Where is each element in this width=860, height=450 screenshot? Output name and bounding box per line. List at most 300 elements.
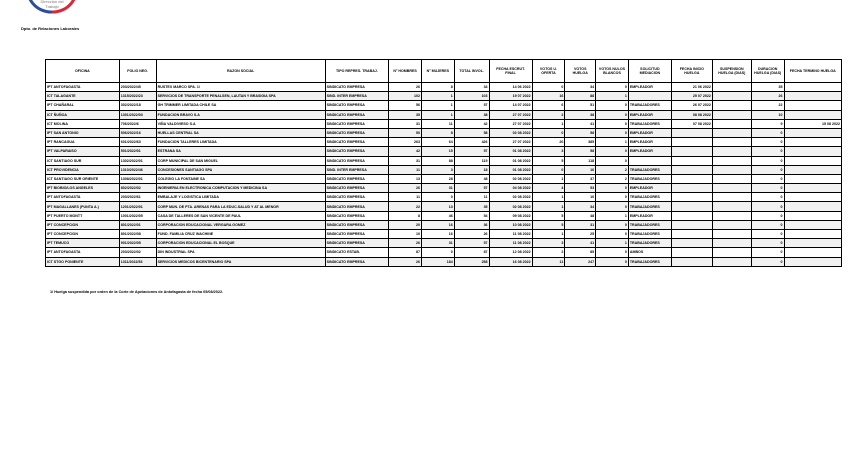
table-cell: 0 — [596, 184, 629, 193]
table-cell: 11 — [389, 193, 422, 202]
table-cell: 0 — [751, 138, 784, 147]
table-cell: 8 — [421, 83, 454, 92]
table-cell: 802/2022/02 — [119, 184, 156, 193]
table-cell: CONCESIONES SANTIAGO SPA — [156, 165, 325, 174]
table-cell: 1 — [421, 101, 454, 110]
table-cell — [712, 138, 751, 147]
table-cell — [784, 83, 841, 92]
table-cell: 02 08 2022 — [489, 128, 532, 137]
table-cell: 31 — [421, 184, 454, 193]
table-cell: 119 — [454, 156, 489, 165]
table-cell — [712, 174, 751, 183]
table-cell: 10 08 2022 — [489, 220, 532, 229]
table-cell: 0 — [596, 156, 629, 165]
table-cell: 0 — [751, 174, 784, 183]
table-cell: 26 — [389, 239, 422, 248]
table-cell: 0 — [596, 202, 629, 211]
table-cell — [784, 147, 841, 156]
table-row — [46, 230, 842, 239]
table-cell: 42 — [454, 119, 489, 128]
table-cell: 27 07 2022 — [489, 110, 532, 119]
table-cell: 54 — [454, 211, 489, 220]
table-cell: 16 — [421, 230, 454, 239]
table-cell: 11 — [454, 193, 489, 202]
table-cell: CASA DE TALLERES DE SAN VICENTE DE PAUL — [156, 211, 325, 220]
table-cell: SINDICATO EMPRESA — [325, 138, 389, 147]
table-cell: 0 — [751, 128, 784, 137]
table-cell: TRABAJADORES — [628, 202, 671, 211]
table-cell — [712, 202, 751, 211]
table-cell: 1311/2022/53 — [119, 257, 156, 266]
table-cell: IPT TEMUCO — [46, 239, 120, 248]
table-cell: EMPLEADOR — [628, 138, 671, 147]
table-cell: 14 06 2022 — [489, 83, 532, 92]
table-cell: 26 — [389, 83, 422, 92]
table-cell: 0 — [421, 248, 454, 257]
table-cell: SINDICATO EMPRESA — [325, 110, 389, 119]
table-cell: 26 — [751, 92, 784, 101]
table-cell: 11 — [421, 119, 454, 128]
table-cell: ICT PROVIDENCIA — [46, 165, 120, 174]
table-cell: 5 — [532, 211, 565, 220]
table-cell: 09 08 2022 — [489, 211, 532, 220]
table-row — [46, 110, 842, 119]
table-cell: SINDICATO EMPRESA — [325, 128, 389, 137]
table-cell: SINDICATO EMPRESA — [325, 193, 389, 202]
table-cell: 57 — [454, 101, 489, 110]
table-cell — [784, 92, 841, 101]
table-cell — [712, 230, 751, 239]
table-cell: 01 08 2022 — [489, 156, 532, 165]
table-cell: SINDICATO EMPRESA — [325, 174, 389, 183]
table-cell: 2 — [596, 174, 629, 183]
table-cell — [712, 257, 751, 266]
strikes-table — [45, 59, 842, 267]
table-cell: 42 — [389, 147, 422, 156]
table-cell: SERVICIOS DE TRANSPORTE PENALSEN, LAUTAN Y BRASIGIA SPA — [156, 92, 325, 101]
column-header: OFICINA — [46, 60, 120, 83]
table-cell — [712, 110, 751, 119]
table-cell: TRABAJADORES — [628, 119, 671, 128]
table-cell: IPT ANTOFAGASTA — [46, 248, 120, 257]
table-cell: ICT TALAGANTE — [46, 92, 120, 101]
table-cell: 0 — [596, 220, 629, 229]
table-cell: 35 — [454, 202, 489, 211]
footnote: 1/ Huelga suspendida por orden de la Corte de Apelaciones de Antofagasta de fecha 05/08/2022. — [50, 290, 224, 294]
table-cell: 426 — [454, 138, 489, 147]
table-cell: 10 — [389, 230, 422, 239]
table-cell: 88 — [565, 92, 596, 101]
table-cell: 15 08 2022 — [784, 119, 841, 128]
table-cell: EMPLEADOR — [628, 147, 671, 156]
table-cell — [712, 119, 751, 128]
table-cell: 0 — [751, 211, 784, 220]
table-cell: 0 — [751, 230, 784, 239]
table-cell: 1301/2022/03 — [119, 110, 156, 119]
table-cell: 0 — [751, 184, 784, 193]
table-cell: 0 — [532, 165, 565, 174]
table-cell — [784, 165, 841, 174]
table-row — [46, 147, 842, 156]
table-cell: 34 — [454, 83, 489, 92]
table-cell: 3 — [421, 165, 454, 174]
table-cell: 0 — [596, 230, 629, 239]
table-cell: 28 — [421, 174, 454, 183]
table-cell: 1302/2022/01 — [119, 156, 156, 165]
table-cell: ICT MOLINA — [46, 119, 120, 128]
table-cell: SINDICATO EMPRESA — [325, 101, 389, 110]
table-cell — [671, 239, 712, 248]
table-cell: 8 — [389, 211, 422, 220]
table-row — [46, 211, 842, 220]
table-cell: 11 08 2022 — [489, 230, 532, 239]
table-cell: TRABAJADORES — [628, 193, 671, 202]
table-cell: IPT ANTOFAGASTA — [46, 193, 120, 202]
table-cell: 34 — [565, 202, 596, 211]
table-cell — [671, 202, 712, 211]
table-cell: SINDICATO EMPRESA — [325, 119, 389, 128]
table-cell — [712, 92, 751, 101]
table-cell: 11 — [389, 165, 422, 174]
table-cell: 0 — [751, 257, 784, 266]
table-cell: 5 — [532, 220, 565, 229]
table-cell: SIND. INTER EMPRESA — [325, 165, 389, 174]
column-header: FOLIO NEG. — [119, 60, 156, 83]
column-header: FECHA INICIO HUELGA — [671, 60, 712, 83]
table-cell: SINDICATO EMPRESA — [325, 230, 389, 239]
column-header: TIPO REPRES. TRABAJ. — [325, 60, 389, 83]
table-cell: IPT MAGALLANES (PUNTA A.) — [46, 202, 120, 211]
table-cell: 3 — [532, 239, 565, 248]
table-cell: 56 — [389, 101, 422, 110]
table-cell: 57 — [454, 239, 489, 248]
table-cell: RUSTEX MARCO SPA. 1/ — [156, 83, 325, 92]
table-cell: 31 — [389, 119, 422, 128]
table-cell: 20 — [389, 220, 422, 229]
table-cell: 901/2022/05 — [119, 239, 156, 248]
table-cell: 26 — [389, 257, 422, 266]
table-cell: 34 — [565, 83, 596, 92]
table-cell: 26 07 2022 — [671, 101, 712, 110]
column-header: TOTAL INVOL. — [454, 60, 489, 83]
table-cell: 0 — [751, 156, 784, 165]
table-cell: 103 — [454, 92, 489, 101]
table-cell: 0 — [751, 165, 784, 174]
table-cell: SINDICATO EMPRESA — [325, 184, 389, 193]
table-cell: EMBALAJE Y LOGISTICA LIMITADA — [156, 193, 325, 202]
table-cell: CORPORACION EDUCACIONAL EL BOSQUE — [156, 239, 325, 248]
table-cell — [671, 248, 712, 257]
table-cell: 58 — [565, 147, 596, 156]
table-cell — [712, 128, 751, 137]
column-header: SUSPENSION HUELGA (DIAS) — [712, 60, 751, 83]
column-header: FECHA ESCRUT. FINAL — [489, 60, 532, 83]
table-cell: 87 — [389, 248, 422, 257]
table-cell — [712, 147, 751, 156]
table-cell: INGENIERIA EN ELECTRONICA COMPUTACION Y MEDICINA SA — [156, 184, 325, 193]
table-cell: IPT RANCAGUA — [46, 138, 120, 147]
table-cell: 58 — [454, 128, 489, 137]
table-cell: 26 — [454, 230, 489, 239]
table-cell: 50 — [389, 128, 422, 137]
table-cell: 27 07 2022 — [489, 119, 532, 128]
table-cell — [784, 239, 841, 248]
table-cell — [712, 184, 751, 193]
table-cell: 1308/2022/01 — [119, 174, 156, 183]
table-cell — [712, 248, 751, 257]
table-cell: 5 — [532, 156, 565, 165]
table-cell: 21 06 2022 — [671, 83, 712, 92]
table-cell — [671, 128, 712, 137]
table-cell: 0 — [751, 248, 784, 257]
logo-text-line-2: Trabajo — [45, 4, 59, 9]
column-header: VOTOS HUELGA — [565, 60, 596, 83]
table-cell — [784, 101, 841, 110]
table-row — [46, 156, 842, 165]
table-cell: 35 — [389, 110, 422, 119]
table-cell: 302/2022/18 — [119, 101, 156, 110]
table-cell: 36 — [454, 220, 489, 229]
department-label: Dpto. de Relaciones Laborales — [21, 26, 80, 31]
table-cell: 38 — [454, 110, 489, 119]
table-cell — [628, 156, 671, 165]
table-cell: 16 08 2022 — [489, 257, 532, 266]
table-cell: 203/2022/45 — [119, 83, 156, 92]
table-cell: 31 — [389, 156, 422, 165]
table-cell: FUNDACION TALLERES LIMITADA — [156, 138, 325, 147]
table-cell: 203/2022/02 — [119, 248, 156, 257]
table-cell: 12 08 2022 — [489, 248, 532, 257]
table-cell: 15 — [421, 147, 454, 156]
table-cell: 22 — [389, 202, 422, 211]
table-cell: 0 — [596, 193, 629, 202]
table-cell: 501/2022/01 — [119, 147, 156, 156]
table-cell: CORPORACION EDUCACIONAL VERGARA GOMEZ — [156, 220, 325, 229]
table-cell: ICT SANTIAGO SUR — [46, 156, 120, 165]
table-row — [46, 202, 842, 211]
table-cell: 16 — [421, 220, 454, 229]
table-cell: SINDICATO EMPRESA — [325, 147, 389, 156]
logo-text-line-1: Dirección del — [40, 0, 64, 4]
table-row — [46, 165, 842, 174]
table-cell: 263 — [389, 138, 422, 147]
table-cell: 08 08 2022 — [671, 110, 712, 119]
table-cell: 38 — [565, 110, 596, 119]
table-cell — [671, 220, 712, 229]
table-cell — [712, 83, 751, 92]
table-cell — [784, 138, 841, 147]
table-cell: SINDICATO EMPRESA — [325, 211, 389, 220]
table-row — [46, 257, 842, 266]
table-cell: 41 — [565, 239, 596, 248]
table-cell: 1 — [532, 193, 565, 202]
column-header: N° HOMBRES — [389, 60, 422, 83]
table-cell — [712, 239, 751, 248]
table-row — [46, 184, 842, 193]
table-cell: SERVICIOS MEDICOS BICENTENARIO SPA — [156, 257, 325, 266]
table-cell: 02 08 2022 — [489, 174, 532, 183]
table-header-row — [46, 60, 842, 83]
table-cell: 1 — [532, 174, 565, 183]
table-cell: 01 08 2022 — [489, 147, 532, 156]
table-cell: SIND. INTER EMPRESA — [325, 92, 389, 101]
table-cell — [784, 184, 841, 193]
table-cell: 0 — [596, 257, 629, 266]
table-cell: VIÑA VALDIVIESO S.A — [156, 119, 325, 128]
table-cell: 8 — [421, 128, 454, 137]
table-cell: 385 — [565, 138, 596, 147]
column-header: N° MUJERES — [421, 60, 454, 83]
table-cell: 0 — [596, 110, 629, 119]
table-cell — [712, 220, 751, 229]
table-cell — [671, 184, 712, 193]
table-cell: 2 — [532, 248, 565, 257]
table-cell: CORP MUN. DE PTA. ARENAS PARA LA EDUC.SALUD Y AT AL MENOR — [156, 202, 325, 211]
table-cell: IPT VALPARAISO — [46, 147, 120, 156]
table-cell: 48 — [454, 174, 489, 183]
table-cell: 184 — [421, 257, 454, 266]
table-cell — [784, 202, 841, 211]
table-cell: IPT SAN ANTONIO — [46, 128, 120, 137]
table-cell — [784, 230, 841, 239]
table-row — [46, 220, 842, 229]
table-cell: SINDICATO EMPRESA — [325, 202, 389, 211]
table-cell: TRABAJADORES — [628, 230, 671, 239]
table-row — [46, 248, 842, 257]
table-cell: 04 08 2022 — [489, 184, 532, 193]
table-cell: 48 — [565, 211, 596, 220]
table-cell: 0 — [596, 147, 629, 156]
table-cell: 1 — [532, 119, 565, 128]
table-cell: 10 — [751, 110, 784, 119]
table-cell: 0 — [751, 239, 784, 248]
table-cell: 506/2022/16 — [119, 128, 156, 137]
table-cell: 10 — [565, 193, 596, 202]
table-cell: IPT CONCEPCION — [46, 220, 120, 229]
table-cell: TRABAJADORES — [628, 101, 671, 110]
table-cell: 4 — [532, 184, 565, 193]
table-cell: 22 — [751, 101, 784, 110]
table-cell: COLEGIO LA FONTAINE SA — [156, 174, 325, 183]
table-cell: SINDICATO EMPRESA — [325, 220, 389, 229]
table-cell: 37 — [565, 174, 596, 183]
column-header: VOTOS NULOS BLANCOS — [596, 60, 629, 83]
table-cell: 2 — [532, 110, 565, 119]
table-cell: 16 — [532, 92, 565, 101]
table-cell — [671, 211, 712, 220]
table-cell: 0 — [532, 128, 565, 137]
table-row — [46, 101, 842, 110]
column-header: RAZON SOCIAL — [156, 60, 325, 83]
table-cell: 01 08 2022 — [489, 165, 532, 174]
table-cell: 1 — [421, 92, 454, 101]
table-cell — [712, 165, 751, 174]
table-cell — [671, 156, 712, 165]
table-row — [46, 138, 842, 147]
table-cell — [671, 138, 712, 147]
table-cell: 88 — [421, 156, 454, 165]
table-cell: 1201/2022/01 — [119, 202, 156, 211]
table-cell: TRABAJADORES — [628, 220, 671, 229]
table-cell: 6 — [532, 101, 565, 110]
table-cell: EMPLEADOR — [628, 128, 671, 137]
table-cell: 57 — [454, 184, 489, 193]
table-cell — [712, 101, 751, 110]
table-cell: 801/2022/01 — [119, 220, 156, 229]
table-cell — [712, 193, 751, 202]
table-row — [46, 119, 842, 128]
table-cell: 3 — [532, 147, 565, 156]
table-cell: 11 — [532, 257, 565, 266]
table-cell: 25 — [565, 230, 596, 239]
table-cell: 02 08 2022 — [489, 202, 532, 211]
table-cell — [784, 257, 841, 266]
table-cell — [712, 156, 751, 165]
table-cell: TRABAJADORES — [628, 257, 671, 266]
table-cell: 1 — [532, 202, 565, 211]
table-cell — [671, 193, 712, 202]
table-cell: IPT CONCEPCION — [46, 230, 120, 239]
table-cell: 2 — [596, 165, 629, 174]
table-cell: 0 — [751, 147, 784, 156]
table-cell: FUNDACION BRAVO S.A — [156, 110, 325, 119]
table-cell: SINDICATO EMPRESA — [325, 156, 389, 165]
table-cell: 203/2022/61 — [119, 193, 156, 202]
table-cell — [784, 128, 841, 137]
table-cell: 0 — [596, 101, 629, 110]
column-header: VOTOS U. OFERTA — [532, 60, 565, 83]
table-cell: 1315/2022/23 — [119, 92, 156, 101]
table-cell: 58 — [565, 128, 596, 137]
table-cell: 1310/2022/46 — [119, 165, 156, 174]
table-cell: IPT PUERTO MONTT — [46, 211, 120, 220]
table-cell: ICT ÑUÑOA — [46, 110, 120, 119]
table-cell: 0 — [751, 202, 784, 211]
table-cell: 16 — [565, 165, 596, 174]
table-cell: EMPLEADOR — [628, 184, 671, 193]
column-header: SOLICITUD MEDIACION — [628, 60, 671, 83]
table-cell: 1001/2022/05 — [119, 211, 156, 220]
table-cell: HUELLAS CENTRAL SA — [156, 128, 325, 137]
table-cell: 51 — [565, 101, 596, 110]
table-cell: SINDICATO EMPRESA — [325, 239, 389, 248]
table-cell: 601/2022/63 — [119, 138, 156, 147]
table-cell: 0 — [596, 119, 629, 128]
table-cell: 1 — [596, 92, 629, 101]
table-cell: ICT SANTIAGO SUR ORIENTE — [46, 174, 120, 183]
table-cell: 57 — [454, 147, 489, 156]
table-cell: 26 — [389, 184, 422, 193]
table-cell: SINDICATO EMPRESA — [325, 83, 389, 92]
table-cell: SINDICATO ESTAB. — [325, 248, 389, 257]
table-cell — [784, 110, 841, 119]
table-cell — [712, 211, 751, 220]
table-cell — [628, 92, 671, 101]
table-cell: TRABAJADORES — [628, 165, 671, 174]
table-cell: 102 — [389, 92, 422, 101]
table-cell — [671, 147, 712, 156]
table-cell: 0 — [751, 220, 784, 229]
table-row — [46, 174, 842, 183]
table-cell: DIN INDUSTRIAL SPA — [156, 248, 325, 257]
table-cell: 0 — [596, 128, 629, 137]
table-cell: ESTRANA SA — [156, 147, 325, 156]
table-cell: IPT ANTOFAGASTA — [46, 83, 120, 92]
table-cell — [671, 174, 712, 183]
table-cell: 13 — [421, 202, 454, 211]
table-cell — [671, 165, 712, 174]
table-cell: 258 — [454, 257, 489, 266]
